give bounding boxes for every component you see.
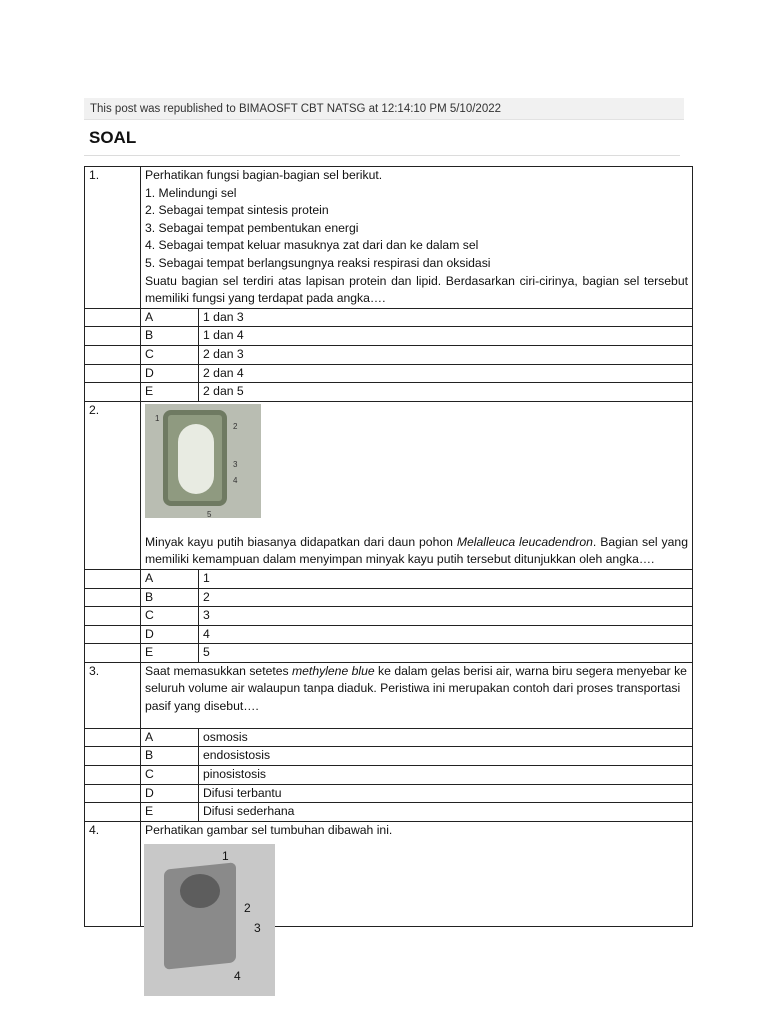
figure-label: 3	[254, 920, 261, 935]
question-text	[141, 821, 693, 983]
option-row	[85, 784, 693, 803]
option-text: 2	[199, 588, 693, 607]
question-number: 2.	[85, 401, 141, 569]
species-name: Melalleuca leucadendron	[456, 534, 593, 549]
option-text: 1	[199, 569, 693, 588]
statement-item: 1. Melindungi sel	[145, 185, 237, 200]
statement-item: 3. Sebagai tempat pembentukan energi	[145, 220, 359, 235]
option-text: pinosistosis	[199, 766, 693, 785]
figure-label: 1	[222, 848, 229, 863]
option-letter: A	[141, 728, 199, 747]
option-letter: B	[141, 327, 199, 346]
option-text: Difusi sederhana	[199, 803, 693, 822]
question-text	[141, 662, 693, 728]
option-letter: A	[141, 308, 199, 327]
option-text: 5	[199, 644, 693, 663]
figure-label: 1	[155, 413, 160, 423]
substance-name: methylene blue	[292, 663, 375, 678]
question-table	[84, 166, 693, 983]
question-number: 1.	[85, 167, 141, 309]
plant-cell-image	[144, 844, 275, 996]
option-row	[85, 364, 693, 383]
option-row	[85, 345, 693, 364]
page-title: SOAL	[89, 128, 137, 147]
option-row	[85, 625, 693, 644]
republish-banner: This post was republished to BIMAOSFT CBT NATSG at 12:14:10 PM 5/10/2022	[84, 98, 684, 120]
option-text: 2 dan 4	[199, 364, 693, 383]
question-number: 3.	[85, 662, 141, 728]
option-letter: E	[141, 383, 199, 402]
vacuole-shape	[180, 874, 220, 908]
figure-label: 4	[233, 475, 238, 485]
option-text: 2 dan 3	[199, 345, 693, 364]
option-text: 4	[199, 625, 693, 644]
question-line: Perhatikan fungsi bagian-bagian sel berikut.	[145, 168, 383, 182]
question-paragraph: Minyak kayu putih biasanya didapatkan dari daun pohon Melalleuca leucadendron. Bagian sel yang memiliki kemampuan dalam menyimpan minyak kayu putih tersebut ditunjukkan oleh angka….	[145, 534, 688, 567]
option-letter: D	[141, 784, 199, 803]
option-letter: A	[141, 569, 199, 588]
option-text: endosistosis	[199, 747, 693, 766]
figure-label: 5	[207, 509, 212, 518]
figure-label: 2	[233, 421, 238, 431]
option-letter: C	[141, 607, 199, 626]
option-text: 3	[199, 607, 693, 626]
option-text: 1 dan 4	[199, 327, 693, 346]
option-row	[85, 569, 693, 588]
option-letter: D	[141, 625, 199, 644]
option-letter: D	[141, 364, 199, 383]
option-letter: C	[141, 345, 199, 364]
statement-item: 5. Sebagai tempat berlangsungnya reaksi respirasi dan oksidasi	[145, 255, 491, 270]
figure-label: 3	[233, 459, 238, 469]
option-text: 1 dan 3	[199, 308, 693, 327]
option-letter: E	[141, 644, 199, 663]
figure-label: 4	[234, 968, 241, 983]
figure-label: 2	[244, 900, 251, 915]
statement-item: 4. Sebagai tempat keluar masuknya zat dari dan ke dalam sel	[145, 238, 479, 253]
cell-diagram-image	[145, 404, 261, 518]
option-letter: E	[141, 803, 199, 822]
question-text	[141, 167, 693, 309]
question-text	[141, 401, 693, 569]
question-2-row	[85, 401, 693, 569]
option-text: 2 dan 5	[199, 383, 693, 402]
option-letter: B	[141, 588, 199, 607]
option-row	[85, 747, 693, 766]
option-row	[85, 383, 693, 402]
question-3-row	[85, 662, 693, 728]
option-row	[85, 327, 693, 346]
option-row	[85, 308, 693, 327]
question-paragraph: Saat memasukkan setetes methylene blue ke dalam gelas berisi air, warna biru segera menyebar ke seluruh volume air walaupun tanpa diaduk. Peristiwa ini merupakan contoh dari proses transportasi pasif yang disebut….	[145, 663, 687, 714]
option-row	[85, 588, 693, 607]
question-paragraph: Suatu bagian sel terdiri atas lapisan protein dan lipid. Berdasarkan ciri-cirinya, bagian sel tersebut memiliki fungsi yang terdapat pada angka….	[145, 273, 688, 306]
question-1-row	[85, 167, 693, 309]
option-text: Difusi terbantu	[199, 784, 693, 803]
option-letter: B	[141, 747, 199, 766]
statement-item: 2. Sebagai tempat sintesis protein	[145, 203, 329, 218]
question-number: 4.	[85, 821, 141, 926]
question-paragraph: Perhatikan gambar sel tumbuhan dibawah ini.	[145, 822, 393, 837]
question-4-row	[85, 821, 693, 926]
option-text: osmosis	[199, 728, 693, 747]
option-row	[85, 728, 693, 747]
option-row	[85, 803, 693, 822]
vacuole-shape	[178, 424, 214, 494]
option-row	[85, 644, 693, 663]
heading-divider	[84, 155, 680, 156]
option-row	[85, 607, 693, 626]
option-letter: C	[141, 766, 199, 785]
option-row	[85, 766, 693, 785]
